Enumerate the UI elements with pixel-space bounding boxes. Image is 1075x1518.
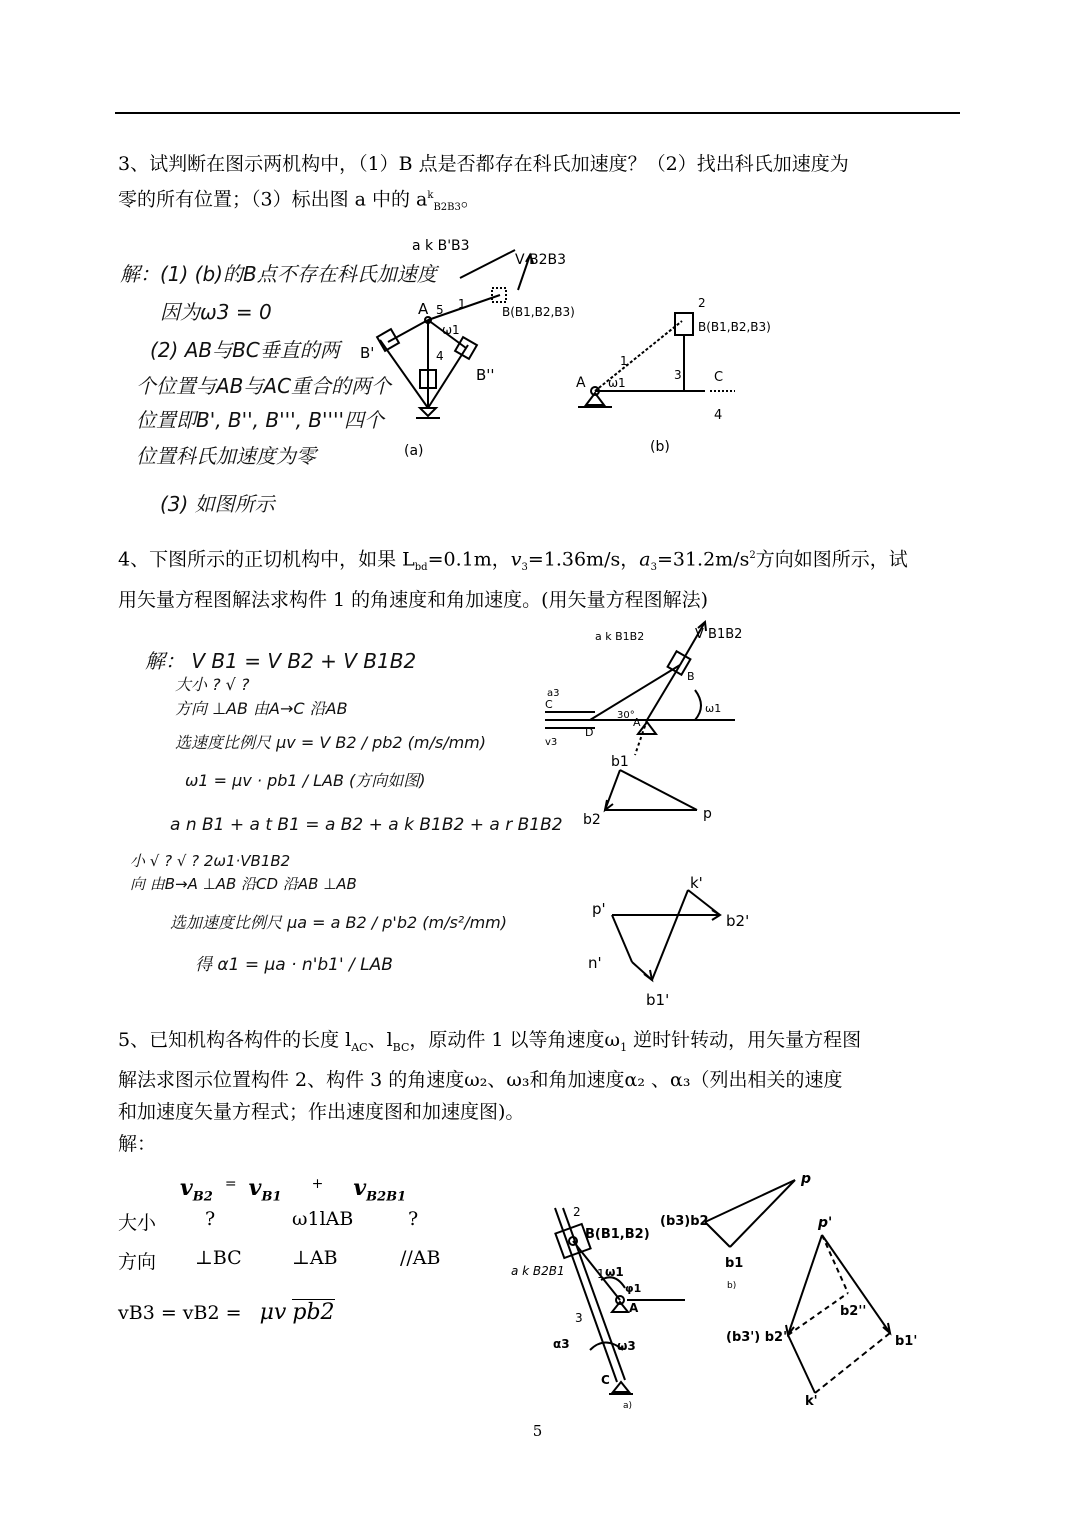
q5-vec-vb2b1: $v_{B2B1}$: [353, 1175, 407, 1205]
q5-line1: 5、已知机构各构件的长度 $l_{AC}$、$l_{BC}$，原动件 1 以等角速度$\omega_1$ 逆时针转动，用矢量方程图: [118, 1029, 862, 1054]
q4-sol-line-1: 解： V B1 = V B2 + V B1B2: [145, 649, 417, 673]
q5-acc-label-k: k': [805, 1394, 818, 1409]
q4-acc-label-p: p': [592, 900, 606, 918]
q4-mech-label-C: C: [545, 698, 553, 711]
q5-row-dir-1: ⊥BC: [195, 1247, 242, 1269]
q5-line2: 解法求图示位置构件 2、构件 3 的角速度ω₂、ω₃和角加速度α₂ 、α₃（列出相关的速度: [118, 1068, 843, 1091]
q5-mech-label-2: 2: [573, 1205, 581, 1219]
q5-acc-label-p: p': [818, 1215, 833, 1231]
q4-mech-label-a3: a3: [547, 688, 560, 699]
q4-mech-label-D: D: [585, 726, 594, 739]
q4-text: [118, 540, 958, 616]
q4-mech-label-A: A: [633, 716, 641, 729]
q3a-caption: (a): [404, 443, 424, 459]
q4-acc-label-k: k': [690, 874, 703, 892]
q4-sol-line-5: ω1 = μv · pb1 / LAB (方向如图): [185, 771, 426, 790]
q4-sol-line-6: a n B1 + a t B1 = a B2 + a k B1B2 + a r B1B2: [170, 815, 563, 835]
page-number: 5: [532, 1422, 543, 1440]
q3a-label-v: V B2B3: [515, 252, 567, 268]
q5-velocity-eq: vB3 = vB2 = μv pb2: [118, 1300, 335, 1325]
q3a-label-A: A: [418, 300, 429, 318]
q4-acc-label-b1: b1': [646, 991, 670, 1009]
q5-line3: 和加速度矢量方程式；作出速度图和加速度图)。: [118, 1100, 525, 1123]
q4-sol-line-2: 大小 ? √ ?: [175, 675, 250, 694]
q4-vel-label-b2: b2: [583, 812, 601, 828]
q5-text: [118, 1024, 958, 1160]
q4-acc-label-b2: b2': [726, 912, 750, 930]
header-rule: [115, 112, 960, 114]
q4-vel-label-p: p: [703, 806, 712, 822]
q5-mech-label-3: 3: [575, 1311, 583, 1325]
q5-vec-eq: =: [224, 1175, 237, 1192]
q5-vel-label-b1: b1: [725, 1256, 744, 1271]
q3-line1: 3、试判断在图示两机构中，（1）B 点是否都存在科氏加速度？（2）找出科氏加速度为: [118, 153, 849, 175]
q3-sol-line-3: (2) AB与BC垂直的两: [150, 338, 340, 362]
q5-mech-label-1: 1: [597, 1267, 605, 1281]
q5-row-dir-2: ⊥AB: [292, 1247, 338, 1269]
q4-line1: 4、下图所示的正切机构中，如果 $L_{bd}=0.1m$，$v_3=1.36m/s$，$a_3=31.2m/s^2$方向如图所示，试: [118, 548, 908, 574]
q3a-label-4: 4: [436, 349, 444, 363]
q5-mech-label-C: C: [601, 1373, 610, 1387]
q5-row-dir-3: //AB: [400, 1247, 441, 1269]
q3b-label-C: C: [714, 370, 724, 385]
q3b-label-4: 4: [714, 408, 723, 423]
q5-vec-vb2: $v_{B2}$: [180, 1175, 213, 1205]
q5-vel-label-p: p: [801, 1171, 812, 1187]
q4-sol-line-3: 方向 ⊥AB 由A→C 沿AB: [175, 699, 348, 718]
q3-text: [118, 148, 958, 224]
q3-figure-b: [570, 295, 800, 465]
q5-row-size-2: ω1lAB: [292, 1208, 354, 1230]
q5-mech-label-ak: a k B2B1: [511, 1264, 565, 1278]
q3-sol-line-7: (3) 如图所示: [160, 492, 275, 516]
q5-acc-label-b1p: b1': [895, 1334, 918, 1349]
q3-line2: 零的所有位置；（3）标出图 a 中的 $a^k_{B2B3}$。: [118, 188, 480, 214]
q3b-label-B: B(B1,B2,B3): [698, 320, 771, 334]
q4-sol-line-10: 得 α1 = μa · n'b1' / LAB: [195, 955, 393, 975]
q5-mech-label-B: B(B1,B2): [585, 1227, 650, 1242]
q5-mech-label-A: A: [629, 1301, 639, 1315]
q5-vel-caption: b): [727, 1281, 737, 1291]
q5-mech-label-phi1: φ1: [625, 1282, 642, 1295]
q5-acc-label-b3b2: (b3') b2': [726, 1330, 788, 1345]
q4-mechanism-figure: [535, 610, 745, 760]
q5-mech-label-w3: ω3: [617, 1339, 636, 1353]
q3a-label-1: 1: [458, 297, 466, 311]
q5-row-size-label: 大小: [118, 1212, 157, 1234]
q4-acc-label-n: n': [588, 954, 602, 972]
q4-mech-label-ak: a k B1B2: [595, 630, 645, 643]
q4-mech-label-30: 30°: [617, 710, 635, 721]
q3a-label-B2: B'': [476, 366, 495, 384]
q4-vel-label-b1: b1: [611, 754, 629, 770]
q5-solve-label: 解：: [118, 1132, 157, 1155]
q5-acceleration-diagram: [720, 1205, 930, 1410]
q3a-label-5: 5: [436, 303, 444, 317]
q4-sol-line-8: 向 由B→A ⊥AB 沿CD 沿AB ⊥AB: [130, 875, 357, 893]
q4-mech-label-B: B: [687, 670, 695, 683]
q3b-label-w1: ω1: [608, 376, 626, 390]
q5-vec-vb1: $v_{B1}$: [248, 1175, 282, 1205]
q3b-label-2: 2: [698, 296, 706, 310]
q3-sol-line-4: 个位置与AB与AC重合的两个: [136, 374, 392, 398]
q3b-label-1: 1: [620, 354, 628, 368]
q4-mech-label-v: V B1B2: [695, 627, 743, 642]
q4-sol-line-7: 小 √ ? √ ? 2ω1·VB1B2: [130, 852, 291, 870]
q4-mech-label-v3: v3: [545, 737, 558, 748]
q5-mech-label-w1: ω1: [605, 1265, 624, 1279]
q3b-label-3: 3: [674, 368, 682, 382]
q4-sol-line-9: 选加速度比例尺 μa = a B2 / p'b2 (m/s²/mm): [170, 913, 508, 932]
q3-sol-line-2: 因为ω3 = 0: [160, 300, 272, 324]
q3-sol-line-5: 位置即B', B'', B''', B''''四个: [136, 408, 385, 432]
q3b-caption: (b): [650, 439, 670, 455]
q5-row-dir-label: 方向: [118, 1251, 157, 1273]
q5-mech-caption: a): [623, 1401, 633, 1411]
q3b-label-A: A: [576, 375, 586, 391]
q5-row-size-3: ?: [408, 1208, 419, 1230]
q5-vector-equation: [180, 1175, 406, 1204]
q5-vel-label-b3b2: (b3)b2: [660, 1214, 709, 1229]
q5-vec-plus: +: [311, 1175, 324, 1192]
q3a-label-B1: B': [360, 344, 375, 362]
q4-sol-line-4: 选速度比例尺 μv = V B2 / pb2 (m/s/mm): [175, 733, 487, 752]
q3a-label-w1: ω1: [442, 323, 460, 337]
q5-mech-label-a3: α3: [553, 1337, 570, 1351]
q5-acc-label-b2pp: b2'': [840, 1304, 867, 1319]
q3-sol-line-1: 解：(1) (b)的B点不存在科氏加速度: [120, 262, 437, 286]
q4-acceleration-diagram: [580, 870, 760, 1020]
q4-mech-label-w1: ω1: [705, 702, 722, 715]
q5-row-size-1: ?: [205, 1208, 216, 1230]
q3a-label-B: B(B1,B2,B3): [502, 305, 575, 319]
q3-sol-line-6: 位置科氏加速度为零: [136, 444, 316, 468]
q3a-label-ak: a k B'B3: [412, 238, 470, 254]
q4-line2: 用矢量方程图解法求构件 1 的角速度和角加速度。(用矢量方程图解法): [118, 589, 708, 612]
q4-velocity-diagram: [575, 750, 725, 830]
